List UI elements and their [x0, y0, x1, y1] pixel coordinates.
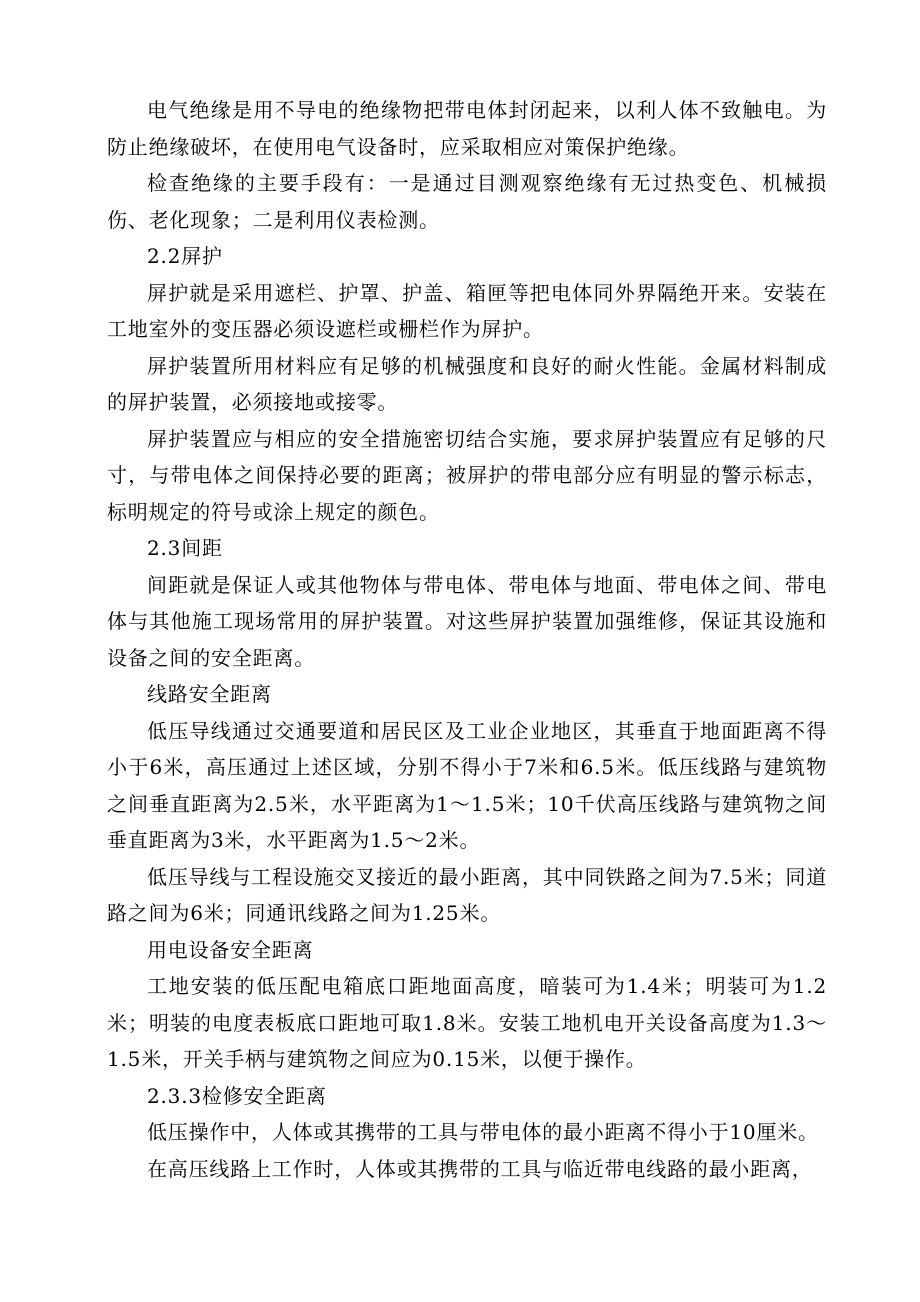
section-heading-maintenance-distance: 2.3.3检修安全距离 — [147, 1083, 327, 1108]
paragraph-equipment-distance-values: 工地安装的低压配电箱底口距地面高度，暗装可为1.4米；明装可为1.2米；明装的电度表板底口距地可取1.8米。安装工地机电开关设备高度为1.3～1.5米，开关手柄与建筑物之间应为0.15米，以便于操作。 — [107, 974, 827, 1071]
section-heading-shielding: 2.2屏护 — [147, 244, 223, 268]
paragraph-insulation-inspection: 检查绝缘的主要手段有：一是通过目测观察绝缘有无过热变色、机械损伤、老化现象；二是利用仪表检测。 — [107, 171, 827, 232]
section-heading-spacing: 2.3间距 — [147, 536, 223, 560]
subheading-equipment-safety-distance: 用电设备安全距离 — [147, 937, 314, 962]
paragraph-line-distance-values: 低压导线通过交通要道和居民区及工业企业地区，其垂直于地面距离不得小于6米，高压通过上述区域，分别不得小于7米和6.5米。低压线路与建筑物之间垂直距离为2.5米，水平距离为1～1.5米；10千伏高压线路与建筑物之间垂直距离为3米，水平距离为1.5～2米。 — [107, 718, 827, 852]
paragraph-crossing-distance-values: 低压导线与工程设施交叉接近的最小距离，其中同铁路之间为7.5米；同道路之间为6米；同通讯线路之间为1.25米。 — [107, 864, 827, 925]
subheading-line-safety-distance: 线路安全距离 — [147, 682, 272, 706]
paragraph-high-voltage-maintenance: 在高压线路上工作时，人体或其携带的工具与临近带电线路的最小距离， — [147, 1156, 813, 1181]
document-body — [107, 92, 827, 1187]
paragraph-insulation-definition: 电气绝缘是用不导电的绝缘物把带电体封闭起来，以利人体不致触电。为防止绝缘破坏，在使用电气设备时，应采取相应对策保护绝缘。 — [107, 98, 827, 159]
paragraph-spacing-definition: 间距就是保证人或其他物体与带电体、带电体与地面、带电体之间、带电体与其他施工现场常用的屏护装置。对这些屏护装置加强维修，保证其设施和设备之间的安全距离。 — [107, 572, 827, 670]
paragraph-shielding-requirements: 屏护装置应与相应的安全措施密切结合实施，要求屏护装置应有足够的尺寸，与带电体之间保持必要的距离；被屏护的带电部分应有明显的警示标志，标明规定的符号或涂上规定的颜色。 — [107, 426, 827, 524]
paragraph-shielding-definition: 屏护就是采用遮栏、护罩、护盖、箱匣等把电体同外界隔绝开来。安装在工地室外的变压器必须设遮栏或栅栏作为屏护。 — [107, 280, 827, 341]
paragraph-shielding-materials: 屏护装置所用材料应有足够的机械强度和良好的耐火性能。金属材料制成的屏护装置，必须接地或接零。 — [107, 353, 827, 414]
paragraph-low-voltage-maintenance: 低压操作中，人体或其携带的工具与带电体的最小距离不得小于10厘米。 — [147, 1120, 819, 1144]
